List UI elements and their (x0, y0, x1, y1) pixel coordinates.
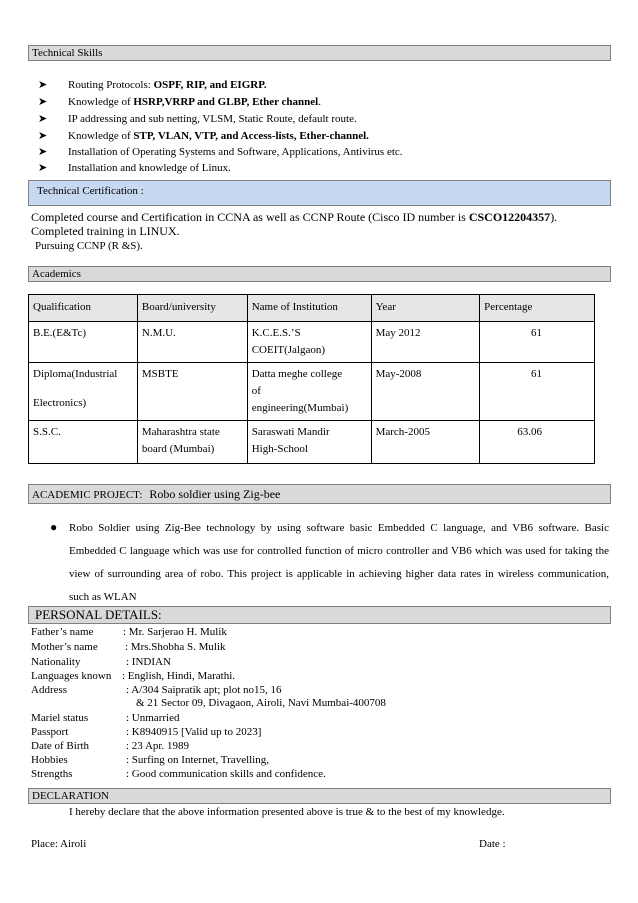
academics-title: Academics (32, 268, 81, 280)
skill-item: Installation and knowledge of Linux. (68, 162, 231, 174)
declaration-header (28, 788, 611, 804)
table-cell: MSBTE (137, 363, 247, 421)
table-cell: Saraswati Mandir High-School (247, 421, 371, 464)
table-cell: B.E.(E&Tc) (29, 322, 138, 363)
technical-skills-header (28, 45, 611, 61)
table-cell: March-2005 (371, 421, 480, 464)
table-cell: N.M.U. (137, 322, 247, 363)
arrow-bullet-icon: ➤ (38, 79, 48, 91)
column-header: Board/university (137, 295, 247, 322)
arrow-bullet-icon: ➤ (38, 96, 48, 108)
academics-header (28, 266, 611, 282)
arrow-bullet-icon: ➤ (38, 130, 48, 142)
declaration-title: DECLARATION (32, 790, 109, 802)
project-label: ACADEMIC PROJECT: (32, 489, 143, 501)
declaration-text: I hereby declare that the above information presented above is true & to the best of my knowledge. (69, 806, 505, 818)
technical-certification-header (28, 180, 611, 206)
technical-skills-title: Technical Skills (32, 47, 103, 59)
project-description: Robo Soldier using Zig-Bee technology by using software basic Embedded C language, and VB6 software. Basic Embedded C language which was use for controlled function of micro controller and VB6 which was used for taking the view of surrounding area of robo. This project is applicable in achieving higher data rates in wireless communication, such as WLAN (69, 522, 609, 603)
place-text: Place: Airoli (31, 838, 87, 850)
arrow-bullet-icon: ➤ (38, 162, 48, 174)
training-line: Completed training in LINUX. (31, 224, 180, 238)
skill-item: Routing Protocols: OSPF, RIP, and EIGRP. (68, 79, 267, 91)
bullet-dot-icon: ● (50, 520, 58, 534)
table-cell: S.S.C. (29, 421, 138, 464)
academic-project-header (28, 484, 611, 504)
table-row (29, 421, 595, 464)
personal-details-title: PERSONAL DETAILS: (35, 607, 162, 622)
pursuing-line: Pursuing CCNP (R &S). (35, 240, 143, 252)
table-cell: Maharashtra state board (Mumbai) (137, 421, 247, 464)
table-cell: Diploma(Industrial Electronics) (29, 363, 138, 421)
table-row (29, 322, 595, 363)
table-cell: Datta meghe college of engineering(Mumbai) (247, 363, 371, 421)
column-header: Qualification (29, 295, 138, 322)
column-header: Name of Institution (247, 295, 371, 322)
project-title: Robo soldier using Zig-bee (149, 487, 281, 501)
skill-item: Installation of Operating Systems and Software, Applications, Antivirus etc. (68, 146, 403, 158)
table-cell: K.C.E.S.’S COEIT(Jalgaon) (247, 322, 371, 363)
arrow-bullet-icon: ➤ (38, 113, 48, 125)
table-header-row (29, 295, 595, 322)
date-text: Date : (479, 838, 506, 850)
table-cell: 61 (480, 363, 595, 421)
table-cell: 63.06 (480, 421, 595, 464)
table-row (29, 363, 595, 421)
academics-table (28, 294, 595, 464)
personal-details-header (28, 606, 611, 624)
column-header: Year (371, 295, 480, 322)
technical-certification-title: Technical Certification : (37, 185, 144, 197)
table-cell: May-2008 (371, 363, 480, 421)
column-header: Percentage (480, 295, 595, 322)
skill-item: Knowledge of HSRP,VRRP and GLBP, Ether channel. (68, 96, 321, 108)
skill-item: IP addressing and sub netting, VLSM, Static Route, default route. (68, 113, 357, 125)
table-cell: 61 (480, 322, 595, 363)
arrow-bullet-icon: ➤ (38, 146, 48, 158)
table-cell: May 2012 (371, 322, 480, 363)
skill-item: Knowledge of STP, VLAN, VTP, and Access-lists, Ether-channel. (68, 130, 369, 142)
certification-line: Completed course and Certification in CCNA as well as CCNP Route (Cisco ID number is CSCO12204357). (31, 210, 558, 224)
